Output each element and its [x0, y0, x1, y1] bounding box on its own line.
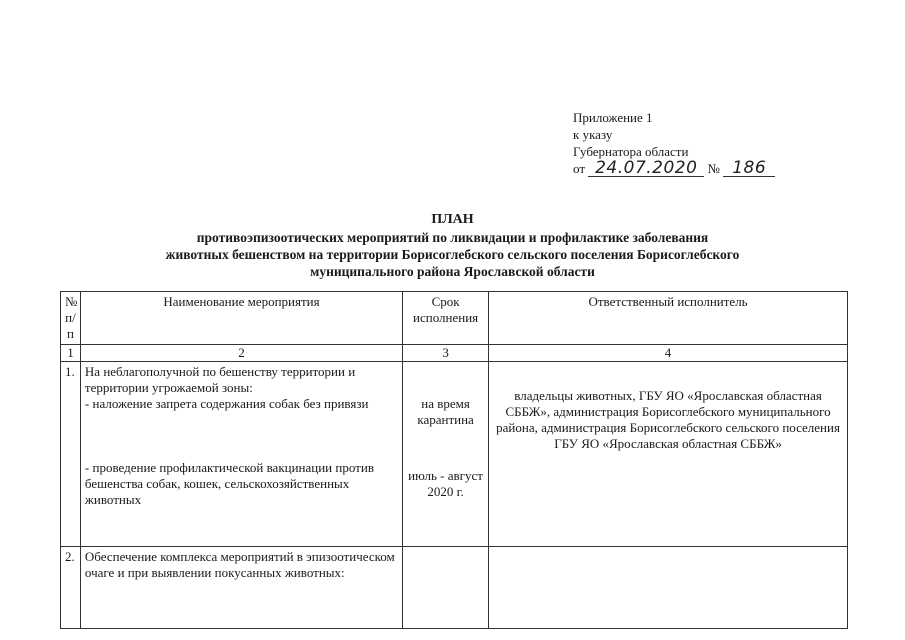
executor-2: ГБУ ЯО «Ярославская областная СББЖ»: [554, 436, 782, 451]
measure-item-1: - наложение запрета содержания собак без привязи: [84, 396, 369, 411]
column-number-row: [61, 345, 848, 362]
handwritten-number: 186: [723, 160, 775, 177]
title-main: ПЛАН: [431, 212, 474, 227]
executor-cell: [489, 362, 848, 547]
appendix-line-2: к указу: [573, 127, 613, 142]
col-number: 1: [61, 345, 81, 362]
header-name: Наименование мероприятия: [80, 292, 402, 345]
measure-cell: Обеспечение комплекса мероприятий в эпизоотическом очаге и при выявлении покусанных животных:: [80, 547, 402, 629]
executor-1: владельцы животных, ГБУ ЯО «Ярославская областная СББЖ», администрация Борисоглебского муниципального района, администрация Борисоглебского сельского поселения: [496, 388, 840, 435]
appendix-date-line: [573, 160, 775, 177]
measure-intro: На неблагополучной по бешенству территории и территории угрожаемой зоны:: [84, 364, 356, 395]
number-label: №: [707, 161, 720, 176]
header-num: № п/п: [61, 292, 81, 345]
executor-cell: [489, 547, 848, 629]
measure-item-2: - проведение профилактической вакцинации против бешенства собак, кошек, сельскохозяйственных животных: [84, 460, 374, 507]
term-item-2: июль - август 2020 г.: [408, 468, 483, 499]
handwritten-date: 24.07.2020: [588, 160, 704, 177]
title-line-3: муниципального района Ярославской области: [310, 264, 595, 279]
col-number: 3: [403, 345, 489, 362]
plan-table: [60, 291, 848, 629]
appendix-line-1: Приложение 1: [573, 110, 653, 125]
table-row: [61, 362, 848, 547]
row-number: 1.: [61, 362, 81, 547]
title-line-1: противоэпизоотических мероприятий по ликвидации и профилактике заболевания: [196, 230, 709, 245]
from-label: от: [573, 161, 586, 176]
measure-cell: [80, 362, 402, 547]
term-cell: [403, 362, 489, 547]
table-row: [61, 547, 848, 629]
title-line-2: животных бешенством на территории Борисоглебского сельского поселения Борисоглебского: [165, 247, 740, 262]
document-title: [90, 211, 815, 280]
col-number: 4: [489, 345, 848, 362]
table-header-row: [61, 292, 848, 345]
term-cell: [403, 547, 489, 629]
header-term: Срок исполнения: [403, 292, 489, 345]
term-item-1: на время карантина: [417, 396, 474, 427]
appendix-line-3: Губернатора области: [573, 144, 689, 159]
appendix-block: [573, 109, 775, 177]
row-number: 2.: [61, 547, 81, 629]
header-executor: Ответственный исполнитель: [489, 292, 848, 345]
col-number: 2: [80, 345, 402, 362]
